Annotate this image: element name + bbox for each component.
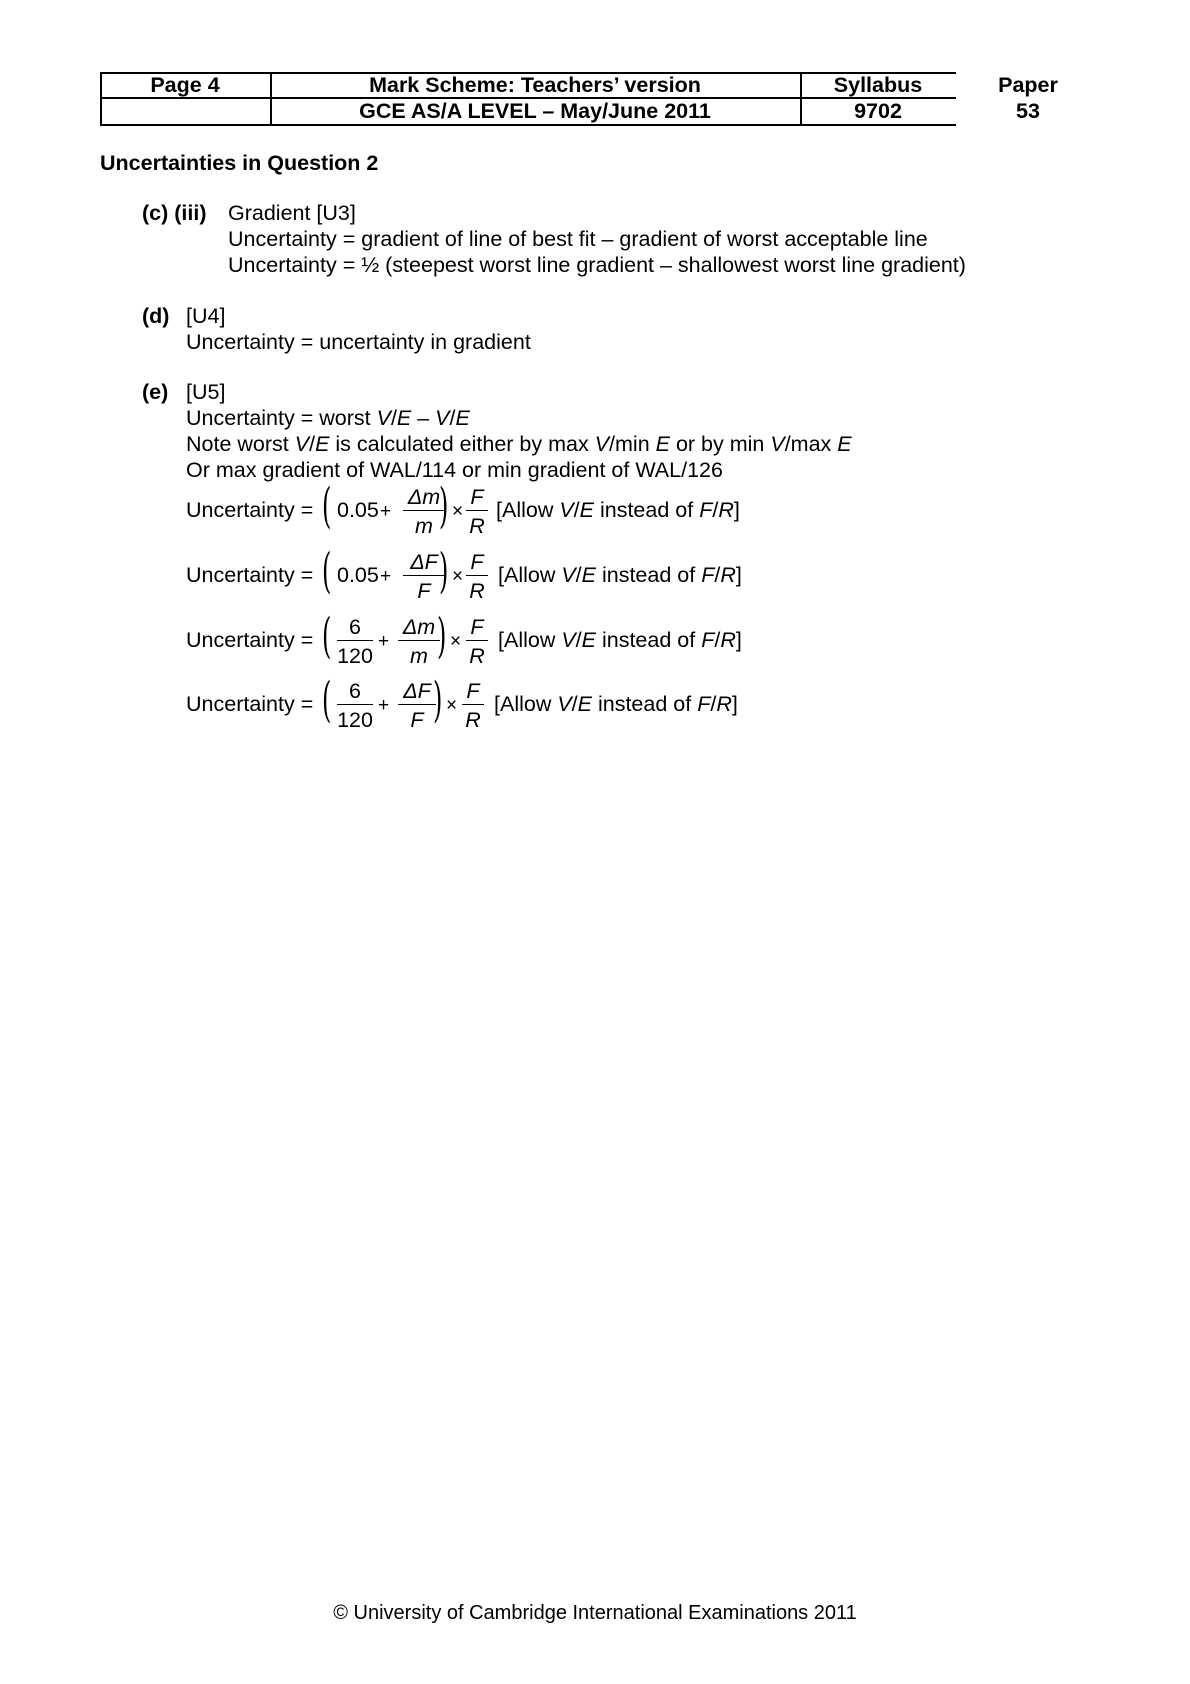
part-e-line-4: Or max gradient of WAL/114 or min gradient of WAL/126	[186, 458, 723, 482]
plus-sign: +	[378, 695, 390, 716]
fraction-numerator: F	[466, 679, 480, 703]
fraction-numerator: 6	[349, 615, 361, 639]
fraction-denominator: F	[417, 579, 431, 603]
exam-session: GCE AS/A LEVEL – May/June 2011	[359, 99, 711, 123]
page-label: Page 4	[150, 73, 220, 97]
left-paren: (	[322, 543, 332, 599]
fraction-numerator: F	[470, 550, 484, 574]
fraction-numerator: F	[470, 615, 484, 639]
part-e-line-1: [U5]	[186, 380, 226, 404]
paper-label: Paper	[998, 73, 1058, 97]
times-sign: ×	[452, 566, 464, 587]
fraction-bar	[337, 704, 373, 705]
allow-note: [Allow V/E instead of F/R]	[498, 628, 742, 652]
fraction-denominator: R	[465, 708, 481, 732]
part-c-line-3: Uncertainty = ½ (steepest worst line gradient – shallowest worst line gradient)	[228, 253, 966, 277]
fraction-denominator: m	[415, 514, 433, 538]
document-title: Mark Scheme: Teachers’ version	[369, 73, 701, 97]
plus-sign: +	[378, 631, 390, 652]
fraction-numerator: Δm	[407, 485, 441, 509]
formula-term: 0.05	[337, 563, 379, 587]
plus-sign: +	[380, 566, 392, 587]
fraction-denominator: 120	[337, 644, 373, 668]
part-d-line-2: Uncertainty = uncertainty in gradient	[186, 330, 531, 354]
fraction-numerator: 6	[349, 679, 361, 703]
left-paren: (	[322, 608, 332, 664]
formula-term: 0.05	[337, 498, 379, 522]
right-paren: )	[439, 543, 449, 599]
times-sign: ×	[450, 631, 462, 652]
header-table	[100, 72, 1100, 124]
part-c-line-2: Uncertainty = gradient of line of best fit – gradient of worst acceptable line	[228, 227, 928, 251]
right-paren: )	[437, 608, 447, 664]
copyright-footer: © University of Cambridge International Examinations 2011	[333, 1602, 857, 1624]
fraction-bar	[466, 510, 488, 511]
formula-prefix: Uncertainty =	[186, 692, 314, 716]
formula-prefix: Uncertainty =	[186, 498, 314, 522]
fraction-bar	[466, 640, 488, 641]
part-e-line-3: Note worst V/E is calculated either by max V/min E or by min V/max E	[186, 432, 852, 456]
fraction-denominator: 120	[337, 708, 373, 732]
part-c-line-1: Gradient [U3]	[228, 201, 356, 225]
fraction-bar	[466, 575, 488, 576]
fraction-denominator: m	[410, 644, 428, 668]
part-d-label: (d)	[142, 304, 170, 328]
part-e-label: (e)	[142, 380, 169, 404]
formula-prefix: Uncertainty =	[186, 563, 314, 587]
syllabus-code: 9702	[854, 99, 902, 123]
fraction-numerator: F	[470, 485, 484, 509]
right-paren: )	[439, 478, 449, 534]
section-title: Uncertainties in Question 2	[100, 151, 379, 175]
fraction-denominator: R	[469, 644, 485, 668]
fraction-denominator: F	[410, 708, 424, 732]
fraction-bar	[337, 640, 373, 641]
allow-note: [Allow V/E instead of F/R]	[498, 563, 742, 587]
fraction-bar	[398, 704, 436, 705]
fraction-numerator: ΔF	[403, 679, 431, 703]
fraction-denominator: R	[469, 514, 485, 538]
fraction-denominator: R	[469, 579, 485, 603]
formula-prefix: Uncertainty =	[186, 628, 314, 652]
left-paren: (	[322, 672, 332, 728]
times-sign: ×	[452, 501, 464, 522]
fraction-numerator: ΔF	[410, 550, 438, 574]
allow-note: [Allow V/E instead of F/R]	[496, 498, 740, 522]
fraction-bar	[462, 704, 484, 705]
paper-number: 53	[1016, 99, 1040, 123]
left-paren: (	[322, 478, 332, 534]
fraction-numerator: Δm	[402, 615, 436, 639]
syllabus-label: Syllabus	[833, 73, 923, 97]
allow-note: [Allow V/E instead of F/R]	[494, 692, 738, 716]
plus-sign: +	[380, 501, 392, 522]
part-e-line-2: Uncertainty = worst V/E – V/E	[186, 406, 470, 430]
times-sign: ×	[446, 695, 458, 716]
part-c-label: (c) (iii)	[142, 201, 207, 225]
part-d-line-1: [U4]	[186, 304, 226, 328]
right-paren: )	[433, 672, 443, 728]
fraction-bar	[398, 640, 440, 641]
